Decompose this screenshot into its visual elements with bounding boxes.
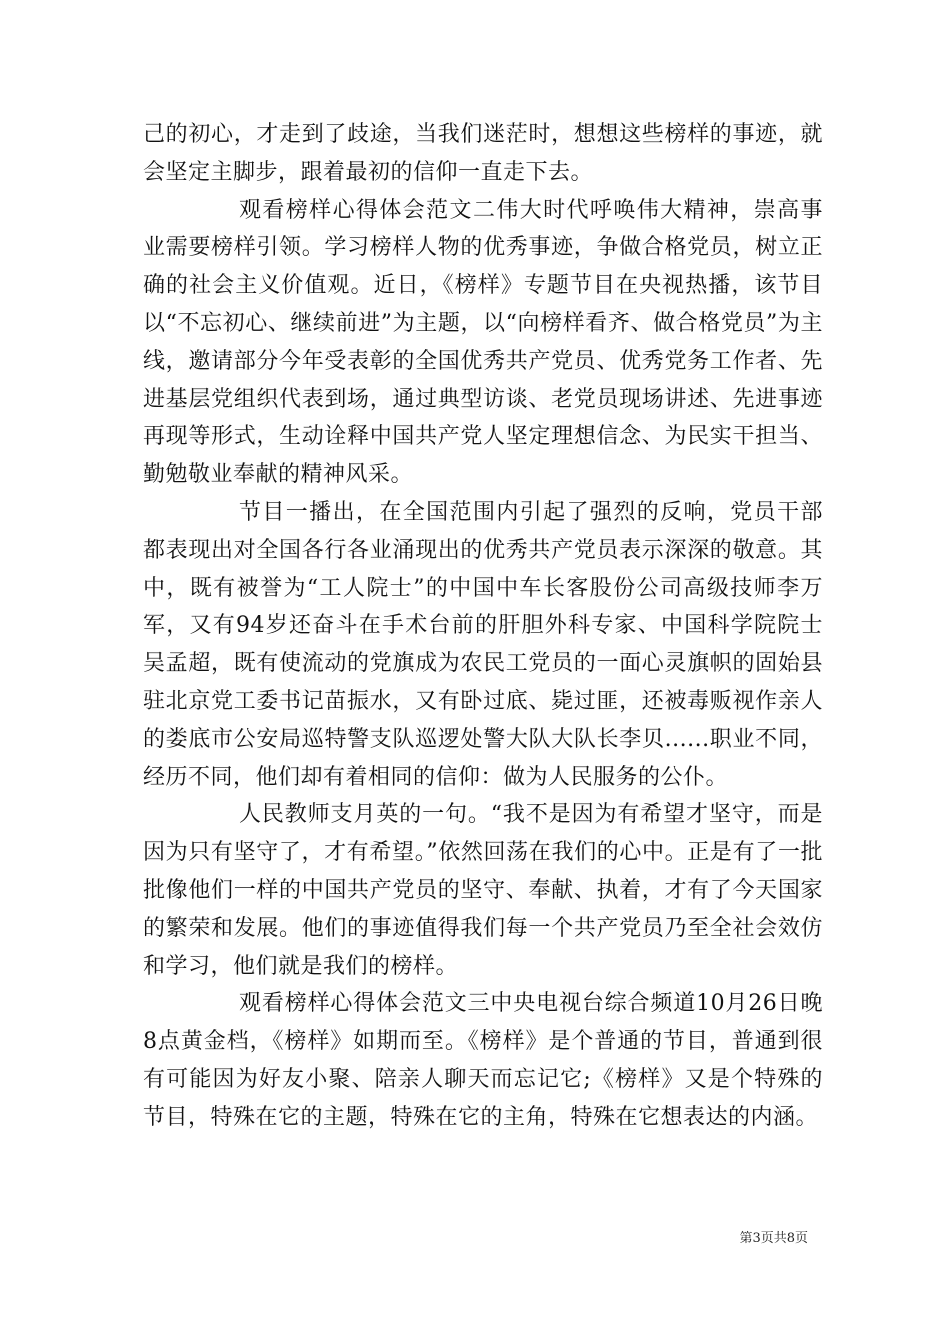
- document-body: [143, 116, 823, 1137]
- paragraph-essay-two: 观看榜样心得体会范文二伟大时代呼唤伟大精神，崇高事业需要榜样引领。学习榜样人物的优秀事迹，争做合格党员，树立正确的社会主义价值观。近日，《榜样》专题节目在央视热播，该节目以“不忘初心、继续前进”为主题，以“向榜样看齐、做合格党员”为主线，邀请部分今年受表彰的全国优秀共产党员、优秀党务工作者、先进基层党组织代表到场，通过典型访谈、老党员现场讲述、先进事迹再现等形式，生动诠释中国共产党人坚定理想信念、为民实干担当、勤勉敬业奉献的精神风采。: [143, 197, 823, 488]
- paragraph-continuation: 己的初心，才走到了歧途，当我们迷茫时，想想这些榜样的事迹，就会坚定主脚步，跟着最初的信仰一直走下去。: [143, 122, 823, 185]
- paragraph-essay-three: 观看榜样心得体会范文三中央电视台综合频道10月26日晚8点黄金档，《榜样》如期而至。《榜样》是个普通的节目，普通到很有可能因为好友小聚、陪亲人聊天而忘记它;《榜样》又是个特殊的节目，特殊在它的主题，特殊在它的主角，特殊在它想表达的内涵。: [143, 991, 823, 1130]
- paragraph-program-response: 节目一播出，在全国范围内引起了强烈的反响，党员干部都表现出对全国各行各业涌现出的优秀共产党员表示深深的敬意。其中，既有被誉为“工人院士”的中国中车长客股份公司高级技师李万军，又有94岁还奋斗在手术台前的肝胆外科专家、中国科学院院士吴孟超，既有使流动的党旗成为农民工党员的一面心灵旗帜的固始县驻北京党工委书记苗振水，又有卧过底、毙过匪，还被毒贩视作亲人的娄底市公安局巡特警支队巡逻处警大队大队长李贝......职业不同，经历不同，他们却有着相同的信仰：做为人民服务的公仆。: [143, 499, 823, 790]
- paragraph-teacher-quote: 人民教师支月英的一句。“我不是因为有希望才坚守，而是因为只有坚守了，才有希望。”依然回荡在我们的心中。正是有了一批批像他们一样的中国共产党员的坚守、奉献、执着，才有了今天国家的繁荣和发展。他们的事迹值得我们每一个共产党员乃至全社会效仿和学习，他们就是我们的榜样。: [143, 802, 823, 979]
- page-number-footer: 第3页共8页: [739, 1231, 808, 1246]
